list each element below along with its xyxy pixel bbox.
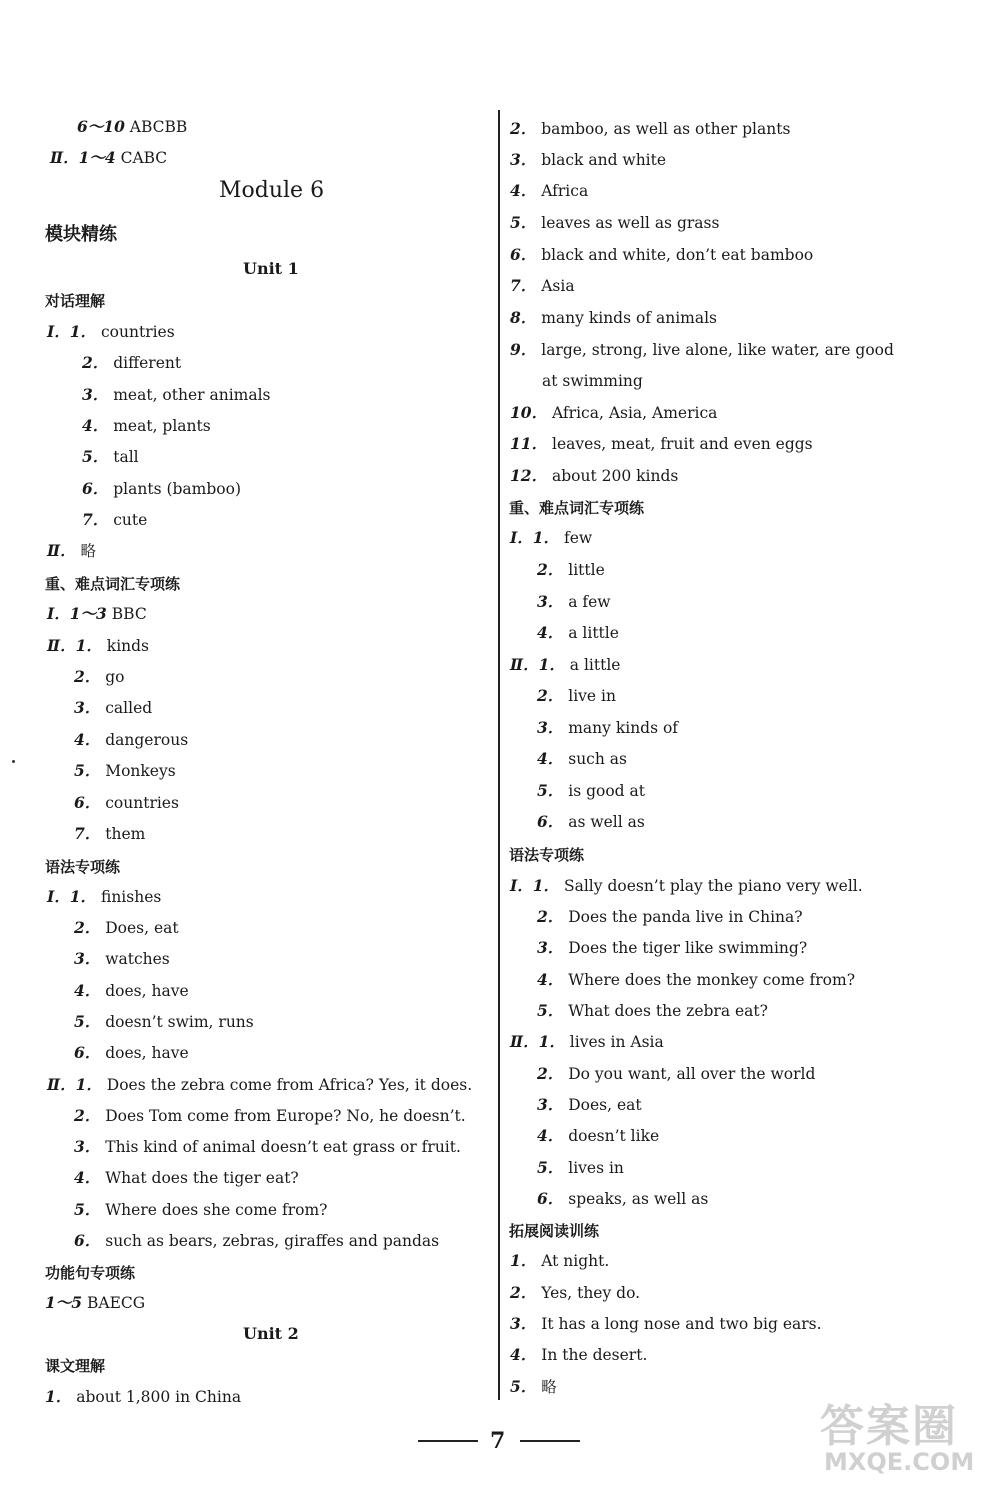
answer-line: [45, 1293, 145, 1313]
answer-line: [510, 434, 813, 454]
answer-line: [510, 466, 678, 486]
answer-text: speaks, as well as: [568, 1190, 709, 1208]
item-number: 3．: [537, 1095, 564, 1114]
item-number: 4．: [537, 1126, 564, 1145]
unit-2-heading: Unit 2: [243, 1324, 299, 1343]
answer-line: [510, 1345, 647, 1365]
answer-line: [537, 907, 803, 927]
item-number: 5．: [82, 447, 109, 466]
answer-line: [510, 213, 719, 233]
item-number: 6．: [74, 1231, 101, 1250]
answer-text: many kinds of animals: [541, 309, 718, 327]
item-number: 3．: [537, 718, 564, 737]
answer-text: What does the tiger eat?: [105, 1169, 299, 1187]
answer-line: [510, 1377, 557, 1397]
item-number: Ⅰ．1～3: [47, 604, 107, 623]
answer-text: This kind of animal doesn’t eat grass or fruit.: [105, 1138, 461, 1156]
answer-line: [74, 1168, 299, 1188]
item-number: 4．: [82, 416, 109, 435]
answer-line: [74, 793, 179, 813]
footer-ornament-left: [418, 1440, 478, 1442]
item-number: 4．: [74, 981, 101, 1000]
answer-text: At night.: [541, 1252, 610, 1270]
answer-line: [82, 447, 139, 467]
answer-line: [537, 812, 645, 832]
section-title: 模块精练: [45, 224, 117, 245]
answer-line: [510, 245, 813, 265]
answer-text: In the desert.: [541, 1346, 648, 1364]
answer-text: cute: [113, 511, 148, 529]
answer-text: a little: [569, 656, 621, 674]
item-number: Ⅱ．1．: [47, 636, 102, 655]
answer-line: [537, 1064, 815, 1084]
answer-line: [47, 636, 149, 656]
answer-text: little: [568, 561, 605, 579]
answer-text: a little: [568, 624, 619, 642]
answer-text: does, have: [105, 1044, 189, 1062]
stray-dot: [12, 760, 15, 763]
item-number: Ⅱ．1．: [510, 655, 565, 674]
answer-line: [510, 340, 894, 360]
answer-line: [74, 1106, 466, 1126]
answer-line: [537, 749, 627, 769]
answer-line: [74, 1231, 439, 1251]
answer-text: Does Tom come from Europe? No, he doesn’t.: [105, 1107, 466, 1125]
answer-text: Africa, Asia, America: [552, 404, 718, 422]
answer-text: doesn’t like: [568, 1127, 660, 1145]
item-number: 7．: [74, 824, 101, 843]
answer-line: [510, 150, 666, 170]
answer-line: [537, 938, 807, 958]
answer-line: [47, 887, 161, 907]
function-heading: 功能句专项练: [45, 1264, 136, 1282]
item-number: 4．: [537, 749, 564, 768]
answer-text: What does the zebra eat?: [568, 1002, 768, 1020]
answer-line: [510, 655, 620, 675]
answer-text: such as: [568, 750, 627, 768]
item-number: 6．: [537, 812, 564, 831]
watermark-url: MXQE.COM: [824, 1448, 975, 1476]
answer-text: live in: [568, 687, 616, 705]
answer-line: [537, 1189, 708, 1209]
item-number: 2．: [74, 1106, 101, 1125]
answer-text: Where does the monkey come from?: [568, 971, 856, 989]
item-number: Ⅱ．1～4: [50, 148, 116, 167]
answer-line: [510, 181, 588, 201]
module-title: Module 6: [219, 178, 325, 203]
item-number: 2．: [537, 560, 564, 579]
answer-line: [537, 686, 616, 706]
item-number: Ⅱ．1．: [510, 1032, 565, 1051]
answer-line: [47, 604, 147, 624]
answer-line: [537, 970, 855, 990]
answer-text: as well as: [568, 813, 645, 831]
answer-line: [537, 560, 605, 580]
item-number: 4．: [510, 181, 537, 200]
item-number: 4．: [537, 623, 564, 642]
answer-text: is good at: [568, 782, 645, 800]
answer-text: Asia: [541, 277, 575, 295]
answer-text: Does, eat: [105, 919, 179, 937]
item-number: 2．: [82, 353, 109, 372]
answer-text: Where does she come from?: [105, 1201, 328, 1219]
answer-line: [74, 1200, 327, 1220]
answer-line: [510, 276, 575, 296]
answer-line: [537, 718, 678, 738]
item-number: 5．: [74, 1012, 101, 1031]
answer-text: countries: [100, 323, 175, 341]
item-number: 6．: [537, 1189, 564, 1208]
answer-line: [510, 528, 592, 548]
item-number: Ⅱ．: [47, 541, 76, 560]
answer-line: [537, 623, 619, 643]
item-number: 4．: [74, 1168, 101, 1187]
answer-text: Sally doesn’t play the piano very well.: [563, 877, 863, 895]
answer-line: [82, 510, 147, 530]
answer-line: [82, 479, 241, 499]
answer-text: black and white: [541, 151, 667, 169]
answer-text: Does the panda live in China?: [568, 908, 803, 926]
answer-line: [50, 148, 167, 168]
item-number: 1．: [510, 1251, 537, 1270]
answer-text: different: [113, 354, 182, 372]
answer-text: leaves, meat, fruit and even eggs: [552, 435, 813, 453]
item-number: 11．: [510, 434, 548, 453]
answer-line: [74, 824, 145, 844]
answer-text: dangerous: [105, 731, 189, 749]
answer-line: [510, 876, 863, 896]
reading-heading: 拓展阅读训练: [509, 1222, 600, 1240]
answer-line: [537, 781, 645, 801]
dialog-heading: 对话理解: [45, 292, 106, 310]
answer-text: Does the zebra come from Africa? Yes, it does.: [106, 1076, 473, 1094]
answer-line: [510, 308, 717, 328]
item-number: 5．: [510, 1377, 537, 1396]
answer-text: at swimming: [542, 372, 643, 390]
item-number: 2．: [537, 686, 564, 705]
answer-line: [74, 981, 189, 1001]
answer-text: CABC: [120, 149, 168, 167]
answer-line: [510, 119, 790, 139]
answer-text: leaves as well as grass: [541, 214, 720, 232]
item-number: 6～10: [77, 117, 125, 136]
answer-line: [542, 371, 643, 391]
unit-1-heading: Unit 1: [243, 259, 299, 278]
item-number: 6．: [510, 245, 537, 264]
answer-text: doesn’t swim, runs: [105, 1013, 254, 1031]
answer-text: tall: [113, 448, 139, 466]
grammar-heading-right: 语法专项练: [509, 846, 585, 864]
answer-line: [510, 1251, 609, 1271]
answer-line: [537, 1158, 624, 1178]
answer-text: kinds: [106, 637, 150, 655]
answer-line: [74, 1043, 189, 1063]
item-number: 7．: [510, 276, 537, 295]
answer-line: [74, 1137, 461, 1157]
item-number: Ⅰ．1．: [510, 876, 560, 895]
item-number: 5．: [537, 781, 564, 800]
answer-text: about 1,800 in China: [76, 1388, 242, 1406]
answer-line: [537, 1001, 768, 1021]
answer-text: BBC: [111, 605, 147, 623]
answer-line: [74, 698, 152, 718]
item-number: 2．: [510, 119, 537, 138]
answer-line: [47, 322, 175, 342]
answer-line: [47, 541, 96, 561]
answer-text: countries: [105, 794, 179, 812]
answer-line: [537, 1126, 659, 1146]
answer-text: bamboo, as well as other plants: [541, 120, 791, 138]
answer-text: does, have: [105, 982, 189, 1000]
answer-line: [82, 353, 181, 373]
answer-text: meat, plants: [113, 417, 211, 435]
item-number: 6．: [82, 479, 109, 498]
answer-text: Does, eat: [568, 1096, 642, 1114]
text-heading: 课文理解: [45, 1357, 106, 1375]
item-number: Ⅰ．1．: [47, 322, 97, 341]
answer-text: finishes: [100, 888, 162, 906]
watermark-logo: 答案圈: [820, 1401, 958, 1452]
vocab-heading-right: 重、难点词汇专项练: [509, 499, 645, 517]
answer-text: many kinds of: [568, 719, 679, 737]
answer-text: a few: [568, 593, 611, 611]
answer-text: about 200 kinds: [552, 467, 679, 485]
answer-text: 略: [80, 542, 97, 560]
item-number: Ⅰ．1．: [47, 887, 97, 906]
item-number: Ⅱ．1．: [47, 1075, 102, 1094]
footer-ornament-right: [520, 1440, 580, 1442]
answer-line: [510, 1032, 664, 1052]
item-number: 10．: [510, 403, 548, 422]
item-number: Ⅰ．1．: [510, 528, 560, 547]
answer-text: BAECG: [87, 1294, 146, 1312]
answer-text: lives in: [568, 1159, 624, 1177]
item-number: 1～5: [45, 1293, 83, 1312]
answer-line: [74, 761, 176, 781]
answer-text: Africa: [541, 182, 589, 200]
item-number: 12．: [510, 466, 548, 485]
answer-text: Yes, they do.: [541, 1284, 641, 1302]
answer-text: Does the tiger like swimming?: [568, 939, 808, 957]
item-number: 3．: [74, 949, 101, 968]
answer-text: meat, other animals: [113, 386, 271, 404]
item-number: 3．: [537, 938, 564, 957]
answer-line: [82, 416, 211, 436]
answer-line: [74, 730, 188, 750]
answer-line: [537, 592, 611, 612]
item-number: 2．: [537, 1064, 564, 1083]
answer-line: [74, 918, 179, 938]
answer-text: such as bears, zebras, giraffes and pandas: [105, 1232, 440, 1250]
item-number: 5．: [537, 1001, 564, 1020]
item-number: 1．: [45, 1387, 72, 1406]
item-number: 5．: [510, 213, 537, 232]
answer-text: watches: [105, 950, 170, 968]
item-number: 4．: [74, 730, 101, 749]
item-number: 4．: [537, 970, 564, 989]
answer-line: [45, 1387, 241, 1407]
item-number: 5．: [537, 1158, 564, 1177]
answer-text: ABCBB: [129, 118, 188, 136]
item-number: 3．: [82, 385, 109, 404]
column-divider: [498, 110, 500, 1400]
item-number: 3．: [537, 592, 564, 611]
item-number: 9．: [510, 340, 537, 359]
answer-line: [510, 1314, 822, 1334]
vocab-heading: 重、难点词汇专项练: [45, 575, 181, 593]
answer-text: few: [563, 529, 593, 547]
watermark: [820, 1390, 1000, 1490]
item-number: 2．: [74, 918, 101, 937]
item-number: 5．: [74, 1200, 101, 1219]
answer-line: [47, 1075, 472, 1095]
answer-line: [77, 117, 187, 137]
answer-line: [74, 667, 125, 687]
item-number: 3．: [510, 1314, 537, 1333]
answer-line: [82, 385, 271, 405]
answer-text: them: [105, 825, 146, 843]
item-number: 5．: [74, 761, 101, 780]
item-number: 2．: [74, 667, 101, 686]
answer-text: go: [105, 668, 125, 686]
answer-line: [510, 1283, 640, 1303]
item-number: 2．: [537, 907, 564, 926]
answer-text: large, strong, live alone, like water, are good: [541, 341, 894, 359]
item-number: 8．: [510, 308, 537, 327]
answer-text: lives in Asia: [569, 1033, 664, 1051]
answer-text: Monkeys: [105, 762, 176, 780]
item-number: 3．: [510, 150, 537, 169]
answer-text: Do you want, all over the world: [568, 1065, 816, 1083]
answer-line: [74, 1012, 254, 1032]
answer-text: It has a long nose and two big ears.: [541, 1315, 822, 1333]
item-number: 2．: [510, 1283, 537, 1302]
item-number: 4．: [510, 1345, 537, 1364]
answer-text: called: [105, 699, 153, 717]
answer-text: plants (bamboo): [113, 480, 241, 498]
answer-line: [537, 1095, 642, 1115]
item-number: 3．: [74, 1137, 101, 1156]
item-number: 3．: [74, 698, 101, 717]
page-number: 7: [490, 1428, 506, 1454]
item-number: 7．: [82, 510, 109, 529]
item-number: 6．: [74, 793, 101, 812]
answer-text: black and white, don’t eat bamboo: [541, 246, 814, 264]
answer-line: [510, 403, 717, 423]
item-number: 6．: [74, 1043, 101, 1062]
answer-line: [74, 949, 170, 969]
grammar-heading: 语法专项练: [45, 858, 121, 876]
answer-text: 略: [541, 1378, 557, 1396]
